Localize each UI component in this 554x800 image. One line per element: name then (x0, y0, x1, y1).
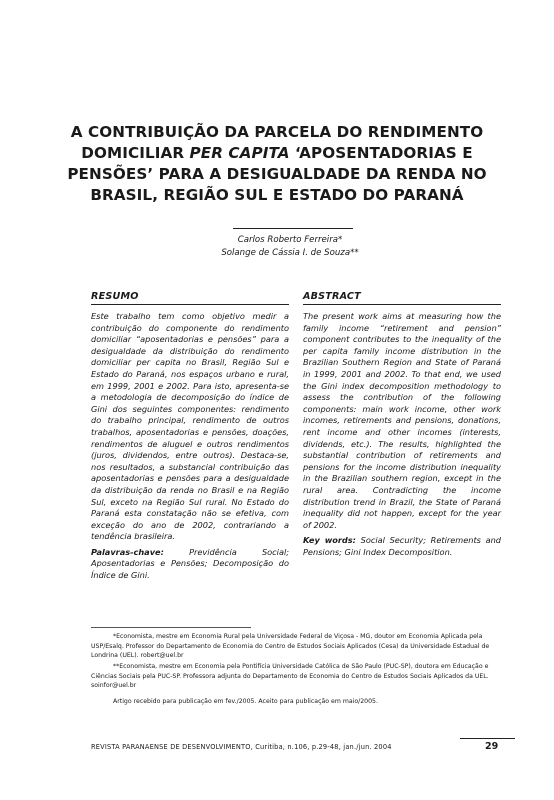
abstract-text: The present work aims at measuring how the family income “retirement and pension” component contributes to the inequality of the per capita family income distribution in the Brazilian Southern Region and State of Paraná in 1999, 2001 and 2002. To that end, we used the Gini index decomposition methodology to assess the contribution of the following components: main work income, other work incomes, retirements and pensions, donations, rent income and other incomes (interests, dividends, etc.). The results, highlighted the substantial contribution of retirements and pensions for the income distribution inequality in the Brazilian southern region, except in the rural area. Contradicting the income distribution trend in Brazil, the State of Paraná inequality did not happen, except for the year of 2002. (303, 311, 501, 530)
paper-title (40, 122, 514, 206)
abstract-column (303, 291, 501, 558)
footnote-divider (91, 627, 251, 628)
author-1: Carlos Roberto Ferreira* (237, 235, 343, 245)
resumo-keywords (91, 547, 289, 582)
resumo-body (91, 311, 289, 582)
title-line-2 (40, 143, 514, 164)
title-line-2-end: ‘APOSENTADORIAS E (289, 144, 473, 162)
author-2: Solange de Cássia I. de Souza** (221, 248, 359, 258)
title-line-1: A CONTRIBUIÇÃO DA PARCELA DO RENDIMENTO (70, 123, 484, 141)
abstract-keywords (303, 535, 501, 558)
footnote-2-text: **Economista, mestre em Economia pela Pontifícia Universidade Católica de São Paulo (PUC-SP), doutora em Educação e Ciências Sociais pela PUC-SP. Professora adjunta do Departamento de Economia do Centro de Estudos Sociais Aplicados da UEL. soinfor@uel.br (91, 663, 489, 690)
footnote-1-text: *Economista, mestre em Economia Rural pela Universidade Federal de Viçosa - MG, doutor em Economia Aplicada pela USP/Esalq. Professor do Departamento de Economia do Centro de Estudos Sociais Aplicados (Cesa) da Universidade Estadual de Londrina (UEL). robert@uel.br (91, 633, 490, 660)
resumo-column (91, 291, 289, 582)
title-line-2-start: DOMICILIAR (81, 144, 190, 162)
page-number: 29 (485, 741, 499, 752)
authors-block (190, 234, 390, 260)
resumo-text: Este trabalho tem como objetivo medir a contribuição do componente do rendimento domiciliar “aposentadorias e pensões” para a desigualdade da distribuição do rendimento domiciliar per capita no Brasil, Região Sul e Estado do Paraná, nos espaços urbano e rural, em 1999, 2001 e 2002. Para isto, apresenta-se a metodologia de decomposição do índice de Gini dos seguintes componentes: rendimento do trabalho principal, rendimento de outros trabalhos, aposentadorias e pensões, doações, rendimentos de aluguel e outros rendimentos (juros, dividendos, entre outros). Destaca-se, nos resultados, a substancial contribuição das aposentadorias e pensões para a desigualdade da distribuição da renda no Brasil e na Região Sul, exceto na Região Sul rural. No Estado do Paraná esta constatação não se efetiva, com exceção do ano de 2002, contrariando a tendência brasileira. (91, 311, 289, 542)
abstract-body (303, 311, 501, 558)
footnote-author-1 (91, 632, 491, 661)
resumo-keywords-label: Palavras-chave: (91, 546, 164, 557)
footnote-received (91, 697, 491, 707)
footnote-3-text: Artigo recebido para publicação em fev./2005. Aceito para publicação em maio/2005. (113, 698, 378, 705)
abstract-keywords-text: Social Security; Retirements and Pensions; Gini Index Decomposition. (303, 535, 502, 557)
resumo-heading: RESUMO (91, 291, 289, 305)
footnote-author-2 (91, 662, 491, 691)
authors-divider (233, 228, 353, 229)
abstract-keywords-label: Key words: (303, 535, 356, 546)
abstract-heading: ABSTRACT (303, 291, 501, 305)
resumo-keywords-text: Previdência Social; Aposentadorias e Pensões; Decomposição do Índice de Gini. (91, 546, 289, 581)
footer-rule (460, 738, 515, 739)
journal-citation: REVISTA PARANAENSE DE DESENVOLVIMENTO, Curitiba, n.106, p.29-48, jan./jun. 2004 (91, 743, 392, 751)
title-line-4: BRASIL, REGIÃO SUL E ESTADO DO PARANÁ (90, 186, 464, 204)
title-line-3: PENSÕES’ PARA A DESIGUALDADE DA RENDA NO (67, 165, 487, 183)
title-italic-per-capita: PER CAPITA (189, 144, 290, 162)
